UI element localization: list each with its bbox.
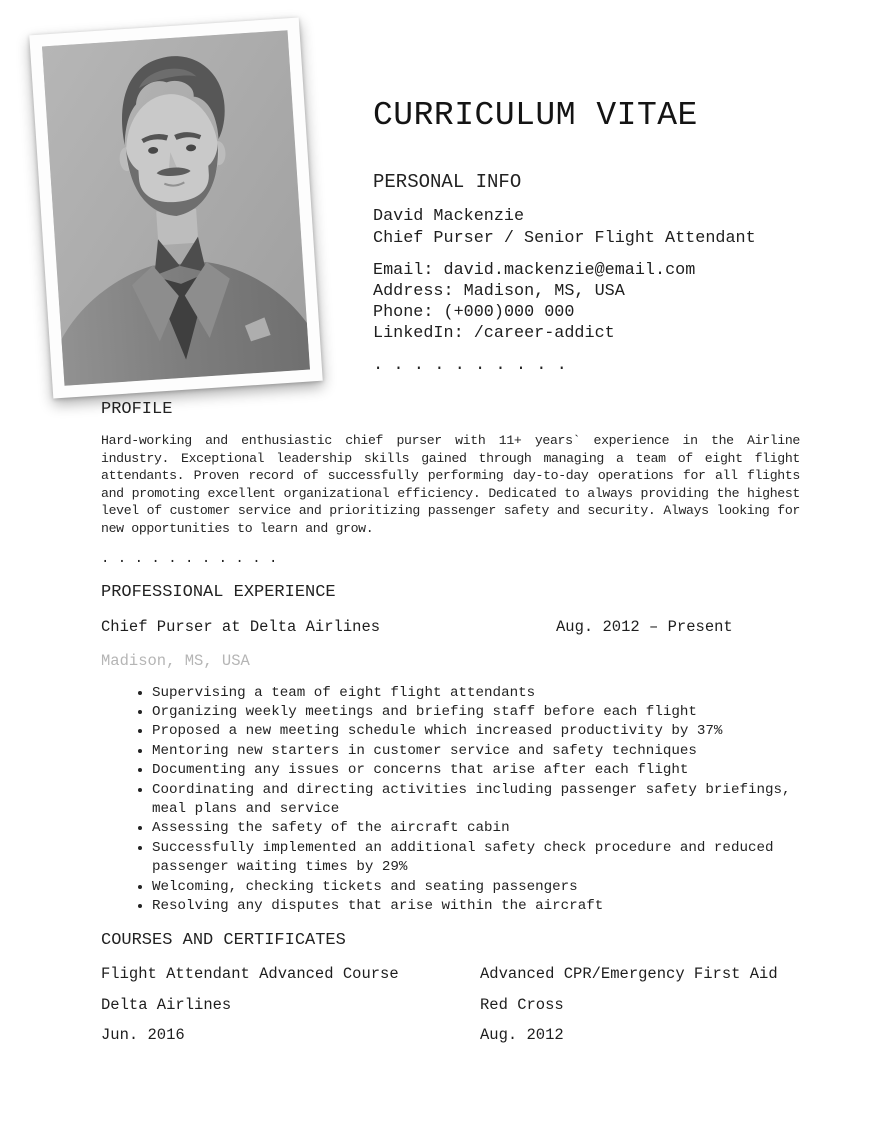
course-date: Jun. 2016	[101, 1026, 185, 1045]
portrait-photo-illustration	[42, 30, 310, 386]
courses-grid	[101, 964, 800, 1059]
profile-heading: PROFILE	[101, 400, 173, 419]
contact-email	[373, 260, 843, 281]
dotted-separator: . . . . . . . . . . .	[101, 551, 278, 567]
experience-bullet: • Mentoring new starters in customer service and safety techniques	[152, 742, 800, 761]
course-date: Aug. 2012	[480, 1026, 564, 1045]
experience-bullet: • Resolving any disputes that arise within the aircraft	[152, 897, 800, 916]
experience-bullet: • Welcoming, checking tickets and seating passengers	[152, 878, 800, 897]
contact-phone	[373, 302, 843, 323]
course-organization: Red Cross	[480, 995, 564, 1014]
course-item	[480, 964, 840, 1045]
dotted-separator: . . . . . . . . . .	[373, 356, 567, 376]
experience-bullet: • Successfully implemented an additional safety check procedure and reduced passenger waiting times by 29%	[152, 839, 800, 878]
contact-address	[373, 281, 843, 302]
profile-text: Hard-working and enthusiastic chief purser with 11+ years` experience in the Airline industry. Exceptional leadership skills gained through managing a team of eight flight attendants. Proven record of successfully performing day-to-day operations for all flights and promoting excellent organizational efficiency. Dedicated to always providing the highest level of customer service and prioritizing passenger safety and security. Always looking for new opportunities to learn and grow.	[101, 433, 800, 536]
experience-bullet: • Documenting any issues or concerns that arise after each flight	[152, 761, 800, 780]
linkedin-value: /career-addict	[473, 324, 615, 344]
experience-heading: PROFESSIONAL EXPERIENCE	[101, 583, 336, 602]
contact-linkedin	[373, 323, 843, 344]
experience-location: Madison, MS, USA	[101, 651, 250, 670]
address-label: Address:	[373, 282, 454, 302]
experience-bullet: • Proposed a new meeting schedule which increased productivity by 37%	[152, 722, 800, 741]
course-organization: Delta Airlines	[101, 995, 232, 1014]
phone-value: (+000)000 000	[443, 303, 575, 323]
experience-bullet: • Assessing the safety of the aircraft cabin	[152, 819, 800, 838]
portrait-photo-frame	[29, 17, 323, 398]
address-value: Madison, MS, USA	[463, 282, 625, 302]
name-block	[373, 206, 843, 249]
linkedin-label: LinkedIn:	[373, 324, 464, 344]
courses-heading: COURSES AND CERTIFICATES	[101, 931, 346, 951]
contact-block	[373, 260, 843, 344]
experience-bullet: • Coordinating and directing activities including passenger safety briefings, meal plans and service	[152, 781, 800, 820]
experience-bullet: • Organizing weekly meetings and briefing staff before each flight	[152, 703, 800, 722]
experience-role: Chief Purser at Delta Airlines	[101, 618, 381, 636]
personal-info-heading: PERSONAL INFO	[373, 171, 522, 193]
header	[373, 96, 843, 377]
course-title: Flight Attendant Advanced Course	[101, 965, 399, 984]
phone-label: Phone:	[373, 303, 434, 323]
experience-role-row	[101, 617, 800, 637]
email-label: Email:	[373, 261, 434, 281]
course-item	[101, 964, 461, 1045]
page-title: CURRICULUM VITAE	[373, 97, 698, 134]
experience-bullet: • Supervising a team of eight flight attendants	[152, 684, 800, 703]
course-title: Advanced CPR/Emergency First Aid	[480, 965, 778, 984]
experience-bullet-list	[101, 684, 800, 917]
person-name: David Mackenzie	[373, 207, 525, 226]
main-content	[101, 399, 800, 1059]
portrait-photo	[42, 30, 310, 386]
experience-dates: Aug. 2012 – Present	[556, 618, 733, 636]
person-job-title: Chief Purser / Senior Flight Attendant	[373, 228, 756, 248]
email-value: david.mackenzie@email.com	[443, 261, 696, 281]
